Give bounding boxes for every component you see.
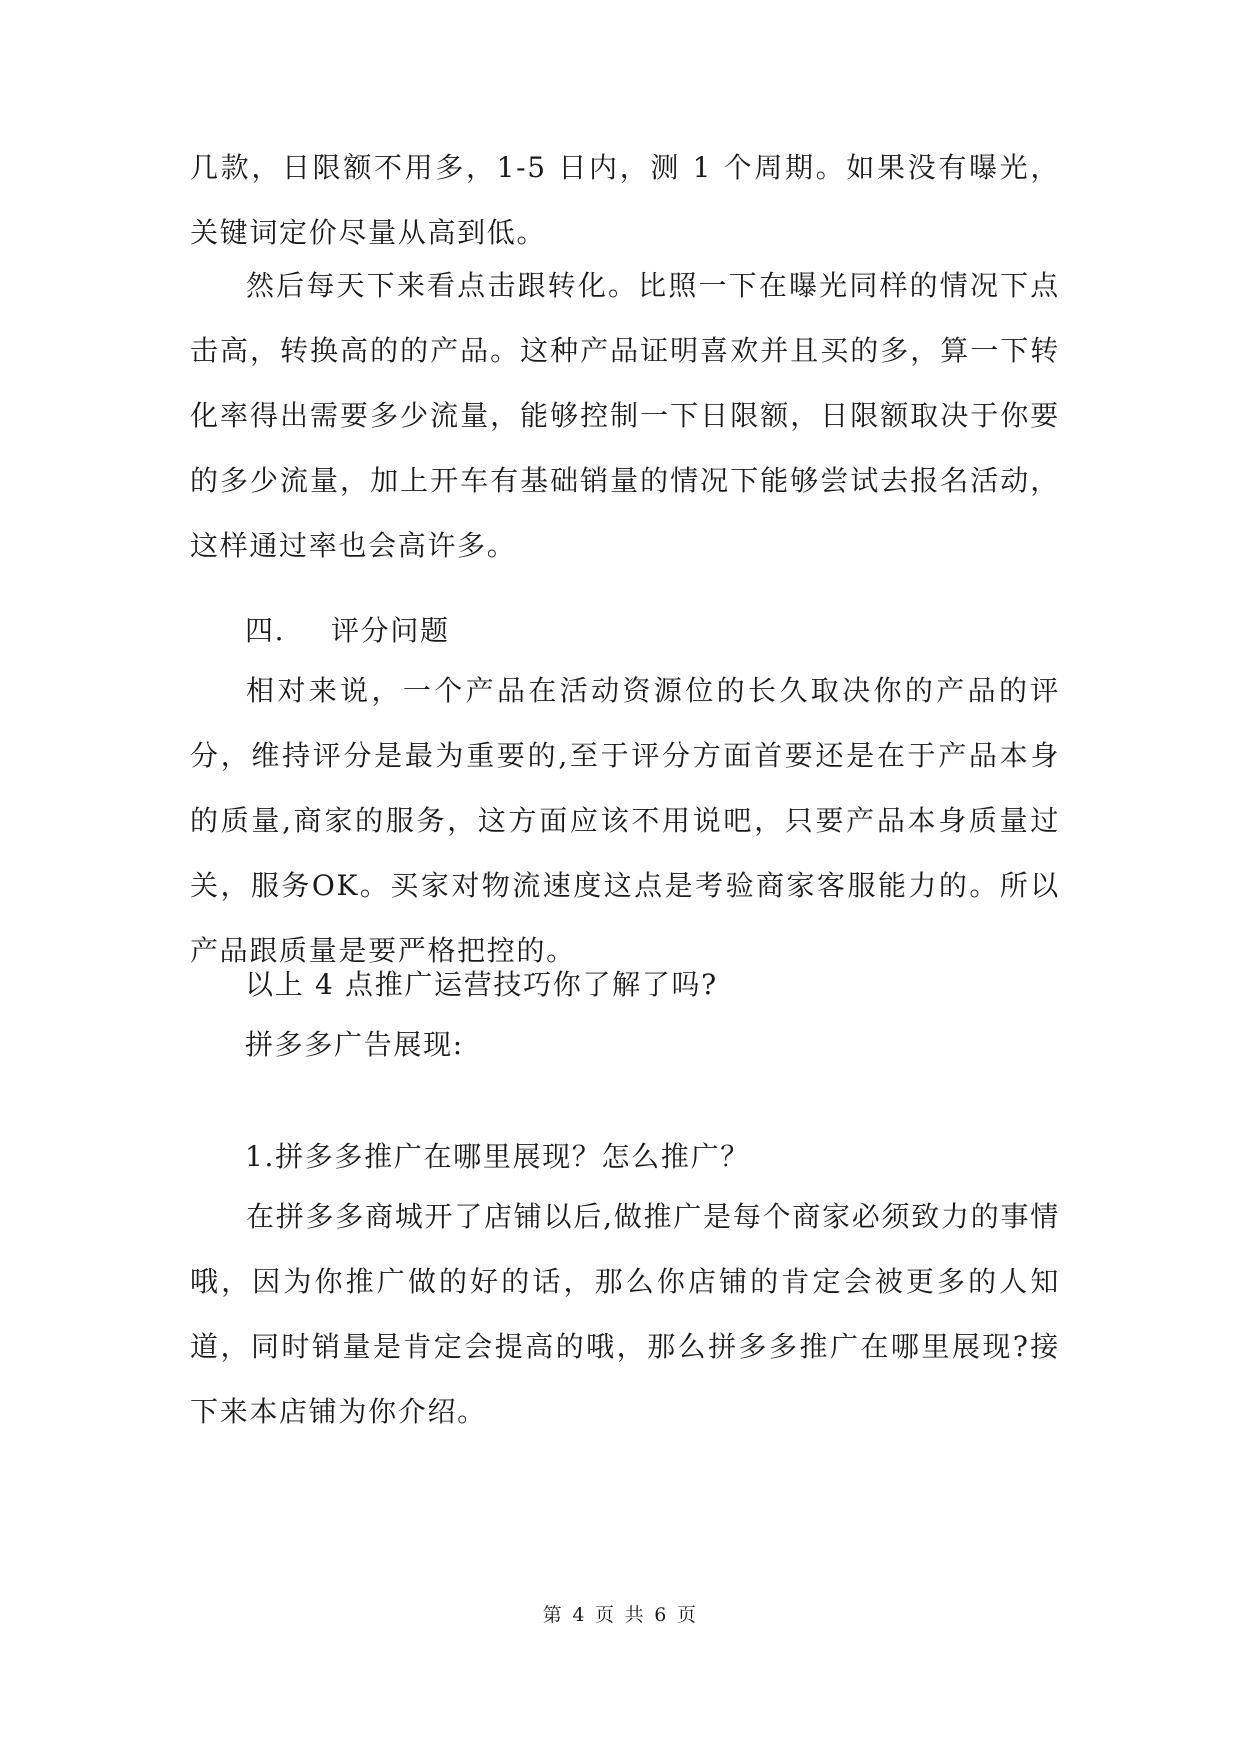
- paragraph-continuation: 几款，日限额不用多，1-5 日内，测 1 个周期。如果没有曝光，关键词定价尽量从高到低。: [190, 151, 1060, 249]
- section-number: 四.: [245, 614, 286, 647]
- subsection-title: 1.拼多多推广在哪里展现？怎么推广？: [245, 1140, 750, 1173]
- summary-question: 以上 4 点推广运营技巧你了解了吗?: [245, 968, 718, 1001]
- section-title: 评分问题: [331, 614, 450, 647]
- paragraph-promotion: 在拼多多商城开了店铺以后,做推广是每个商家必须致力的事情哦，因为你推广做的好的话，那么你店铺的肯定会被更多的人知道，同时销量是肯定会提高的哦，那么拼多多推广在哪里展现?接下来本店铺为你介绍。: [190, 1200, 1060, 1428]
- paragraph-click-conversion: 然后每天下来看点击跟转化。比照一下在曝光同样的情况下点击高，转换高的的产品。这种产品证明喜欢并且买的多，算一下转化率得出需要多少流量，能够控制一下日限额，日限额取决于你要的多少流量，加上开车有基础销量的情况下能够尝试去报名活动，这样通过率也会高许多。: [190, 269, 1060, 562]
- section-heading-rating: [245, 598, 450, 663]
- paragraph-rating: 相对来说，一个产品在活动资源位的长久取决你的产品的评分，维持评分是最为重要的,至于评分方面首要还是在于产品本身的质量,商家的服务，这方面应该不用说吧，只要产品本身质量过关，服务OK。买家对物流速度这点是考验商家客服能力的。所以产品跟质量是要严格把控的。: [190, 674, 1060, 967]
- page-number-footer: 第 4 页 共 6 页: [542, 1604, 699, 1626]
- ad-display-label: 拼多多广告展现:: [245, 1028, 464, 1061]
